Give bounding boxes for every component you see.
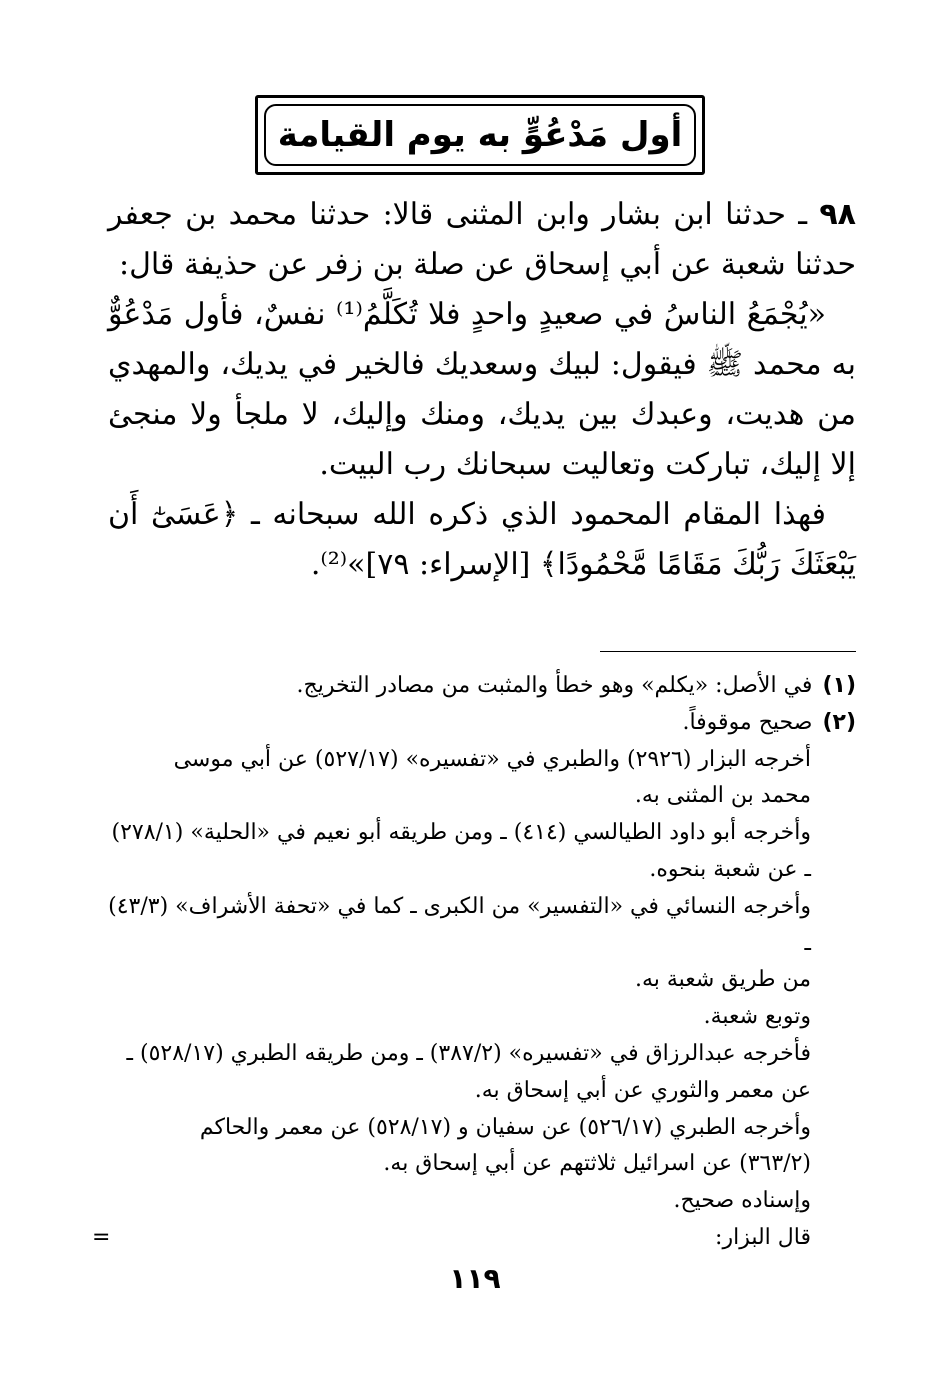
footnote-line: ـ عن شعبة بنحوه. (649, 856, 811, 882)
hadith-number: ٩٨ (819, 197, 856, 232)
footnote-1-number: (١) (822, 673, 856, 698)
footnote-line: أخرجه البزار (٢٩٢٦) والطبري في «تفسيره» (٥٢٧/١٧) عن أبي موسى (173, 746, 811, 772)
footnote-line: وأخرجه الطبري (٥٢٦/١٧) عن سفيان و (٥٢٨/١٧) عن معمر والحاكم (199, 1114, 811, 1140)
continuation-mark: = (92, 1225, 111, 1250)
footnote-line: وأخرجه أبو داود الطيالسي (٤١٤) ـ ومن طريقه أبو نعيم في «الحلية» (٢٧٨/١) (111, 820, 811, 846)
footnote-1 (108, 668, 856, 705)
footnote-2-text: صحيح موقوفاً. (682, 709, 813, 735)
footnote-line: من طريق شعبة به. (634, 967, 811, 993)
hadith-isnad-paragraph (108, 190, 856, 290)
footnote-line: وتوبع شعبة. (703, 1004, 811, 1030)
footnote-separator (600, 651, 856, 652)
footnote-line: وأخرجه النسائي في «التفسير» من الكبرى ـ كما في «تحفة الأشراف» (٤٣/٣) ـ (108, 893, 811, 956)
footnote-line: قال البزار: (715, 1224, 811, 1250)
footnote-1-text: في الأصل: «يكلم» وهو خطأ والمثبت من مصادر التخريج. (296, 673, 813, 698)
chapter-title-inner-frame (264, 104, 696, 166)
footnote-line: محمد بن المثنى به. (634, 783, 811, 809)
footnote-line: عن معمر والثوري عن أبي إسحاق به. (474, 1077, 811, 1103)
footnote-line: فأخرجه عبدالرزاق في «تفسيره» (٣٨٧/٢) ـ ومن طريقه الطبري (٥٢٨/١٧) ـ (126, 1040, 811, 1066)
footnotes (108, 668, 856, 1257)
hadith-conclusion: فهذا المقام المحمود الذي ذكره الله سبحانه ـ ﴿عَسَىٰٓ أَن يَبْعَثَكَ رَبُّكَ مَقَامًا مَّحْمُودًا﴾ [الإسراء: ٧٩]»⁽²⁾. (108, 497, 856, 582)
hadith-isnad: ـ حدثنا ابن بشار وابن المثنى قالا: حدثنا محمد بن جعفر حدثنا شعبة عن أبي إسحاق عن صلة بن زفر عن حذيفة قال: (108, 197, 856, 282)
chapter-title: أول مَدْعُوٍّ به يوم القيامة (277, 115, 683, 155)
page-number: ١١٩ (449, 1262, 501, 1295)
footnote-2 (108, 705, 856, 742)
footnote-line: (٣٦٣/٢) عن اسرائيل ثلاثتهم عن أبي إسحاق به. (383, 1151, 811, 1177)
hadith-matn: «يُجْمَعُ الناسُ في صعيدٍ واحدٍ فلا تُكَلَّمُ⁽¹⁾ نفسٌ، فأول مَدْعُوٌّ به محمد ﷺ فيقول: لبيك وسعديك فالخير في يديك، والمهدي من هديت، وعبدك بين يديك، ومنك وإليك، لا ملجأ ولا منجئ إلا إليك، تباركت وتعاليت سبحانك رب البيت. (108, 297, 856, 482)
chapter-title-frame (255, 95, 705, 175)
footnote-2-number: (٢) (822, 709, 856, 735)
main-text (108, 190, 856, 590)
footnote-line: وإسناده صحيح. (673, 1188, 811, 1214)
